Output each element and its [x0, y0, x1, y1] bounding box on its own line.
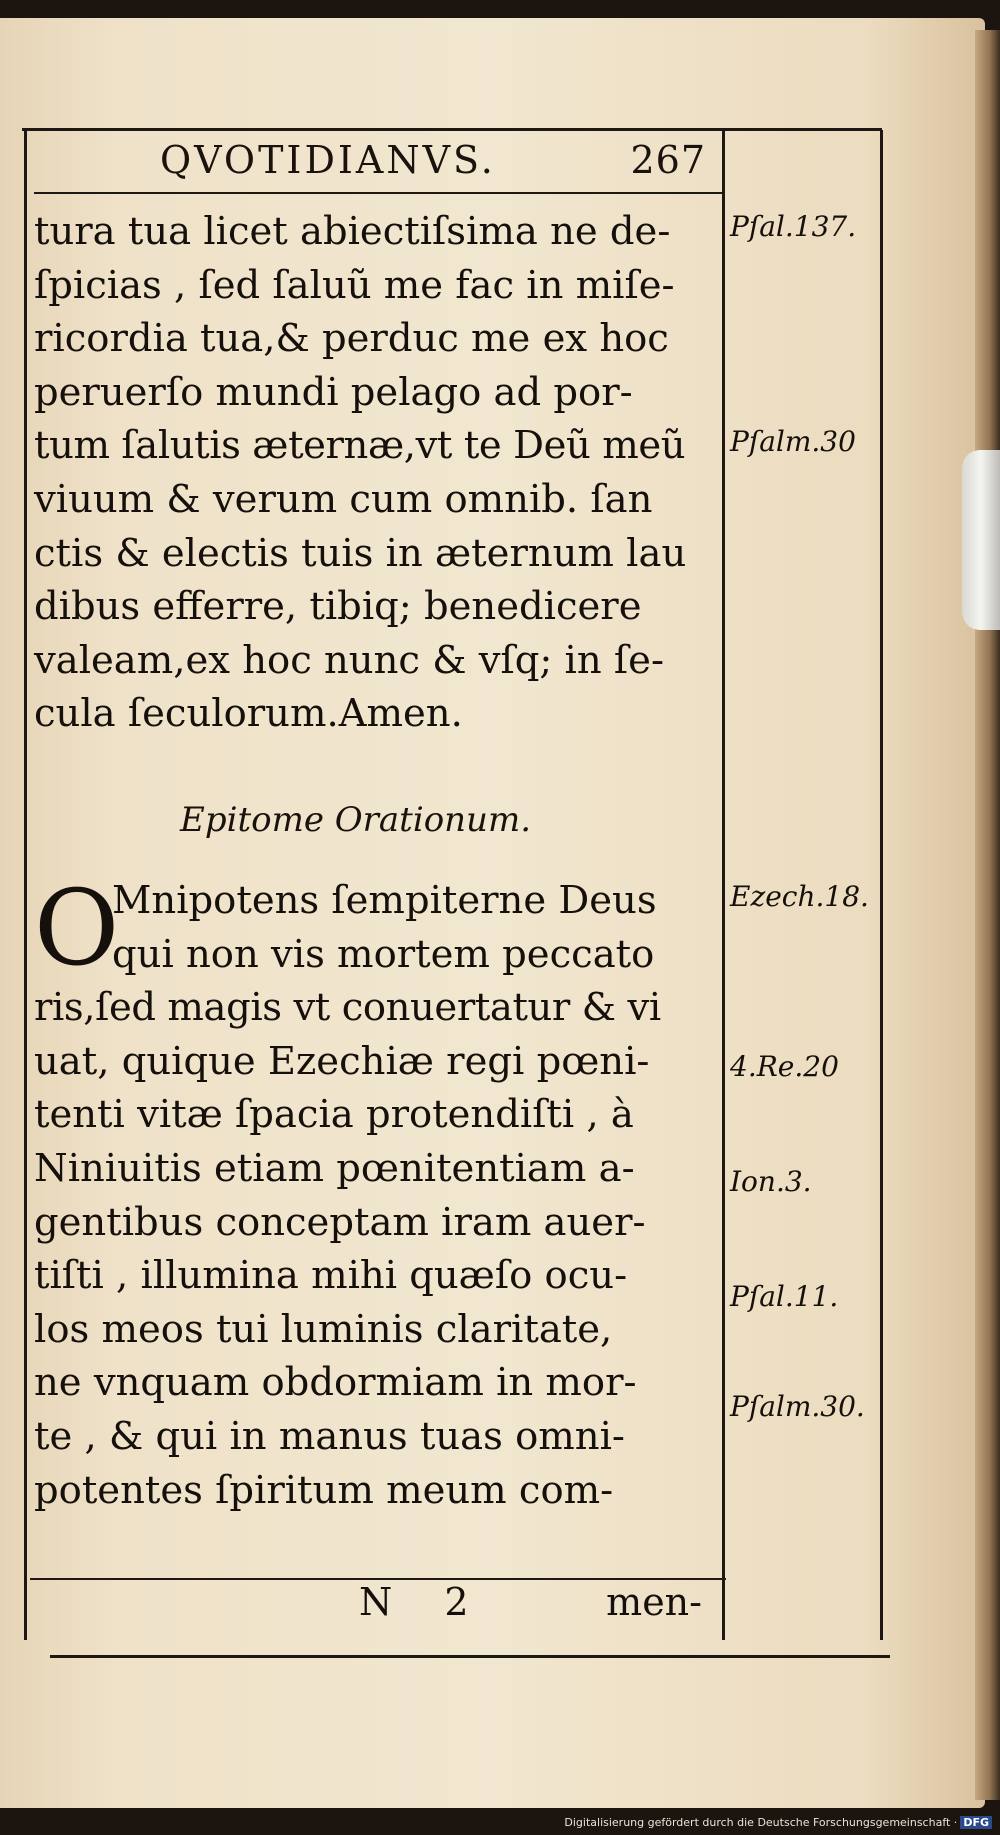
text-line: viuum & verum cum omnib. ſan	[34, 476, 653, 522]
dfg-logo: DFG	[960, 1816, 992, 1829]
text-block-1	[34, 205, 714, 741]
margin-note: Pſalm.30	[730, 425, 856, 458]
running-header	[160, 138, 720, 190]
margin-note: Pſal.137.	[730, 210, 857, 243]
catchword: men-	[606, 1580, 702, 1624]
text-block-2	[34, 867, 714, 1516]
text-line: peruerſo mundi pelago ad por-	[34, 369, 633, 415]
header-rule	[34, 192, 724, 194]
margin-note: Pſalm.30.	[730, 1390, 865, 1423]
margin-note: Pſal.11.	[730, 1280, 839, 1313]
margin-note: 4.Re.20	[730, 1050, 839, 1083]
top-rule	[22, 128, 882, 131]
right-rule	[880, 130, 883, 1640]
signature-mark: N 2	[359, 1580, 489, 1624]
credit-text: Digitalisierung gefördert durch die Deutsche Forschungsgemeinschaft ·	[564, 1816, 958, 1829]
text-line: tum ſalutis æternæ,vt te Deũ meũ	[34, 423, 686, 469]
text-line: te , & qui in manus tuas omni-	[34, 1413, 625, 1459]
text-line: ctis & electis tuis in æternum lau	[34, 530, 687, 576]
text-line: tura tua licet abiectiſsima ne de-	[34, 209, 671, 254]
text-line: tenti vitæ ſpacia protendiſti , à	[34, 1092, 634, 1138]
text-line: los meos tui luminis claritate,	[34, 1306, 613, 1352]
text-line: dibus efferre, tibiq; benedicere	[34, 584, 642, 630]
margin-note: Ion.3.	[730, 1165, 812, 1198]
text-line: tiſti , illumina mihi quæſo ocu-	[34, 1253, 628, 1299]
header-title: QVOTIDIANVS.	[160, 138, 496, 182]
text-line: gentibus conceptam iram auer-	[34, 1199, 646, 1245]
text-line: uat, quique Ezechiæ regi pœni-	[34, 1038, 650, 1084]
text-line: ne vnquam obdormiam in mor-	[34, 1360, 637, 1406]
left-rule	[24, 130, 27, 1640]
text-line: ris,ſed magis vt conuertatur & vi	[34, 985, 661, 1031]
bottom-rule	[50, 1655, 890, 1658]
digitization-credit	[564, 1816, 992, 1829]
page-edge	[975, 30, 1000, 1800]
page-footer	[34, 1580, 714, 1634]
page-tab	[962, 450, 1000, 630]
text-line: qui non vis mortem peccato	[112, 931, 655, 977]
text-line: cula ſeculorum.Amen.	[34, 691, 463, 737]
text-line: Niniuitis etiam pœnitentiam a-	[34, 1145, 635, 1191]
drop-cap: O	[34, 867, 120, 989]
text-line: ſpicias , ſed ſaluũ me fac in miſe-	[34, 262, 675, 308]
text-line: ricordia tua,& perduc me ex hoc	[34, 316, 669, 362]
text-line: Mnipotens ſempiterne Deus	[112, 878, 657, 923]
margin-note: Ezech.18.	[730, 880, 869, 913]
text-line: valeam,ex hoc nunc & vſq; in ſe-	[34, 637, 664, 683]
section-heading: Epitome Orationum.	[180, 800, 532, 840]
page-number: 267	[630, 138, 706, 182]
column-rule	[722, 130, 725, 1640]
text-line: potentes ſpiritum meum com-	[34, 1467, 614, 1513]
